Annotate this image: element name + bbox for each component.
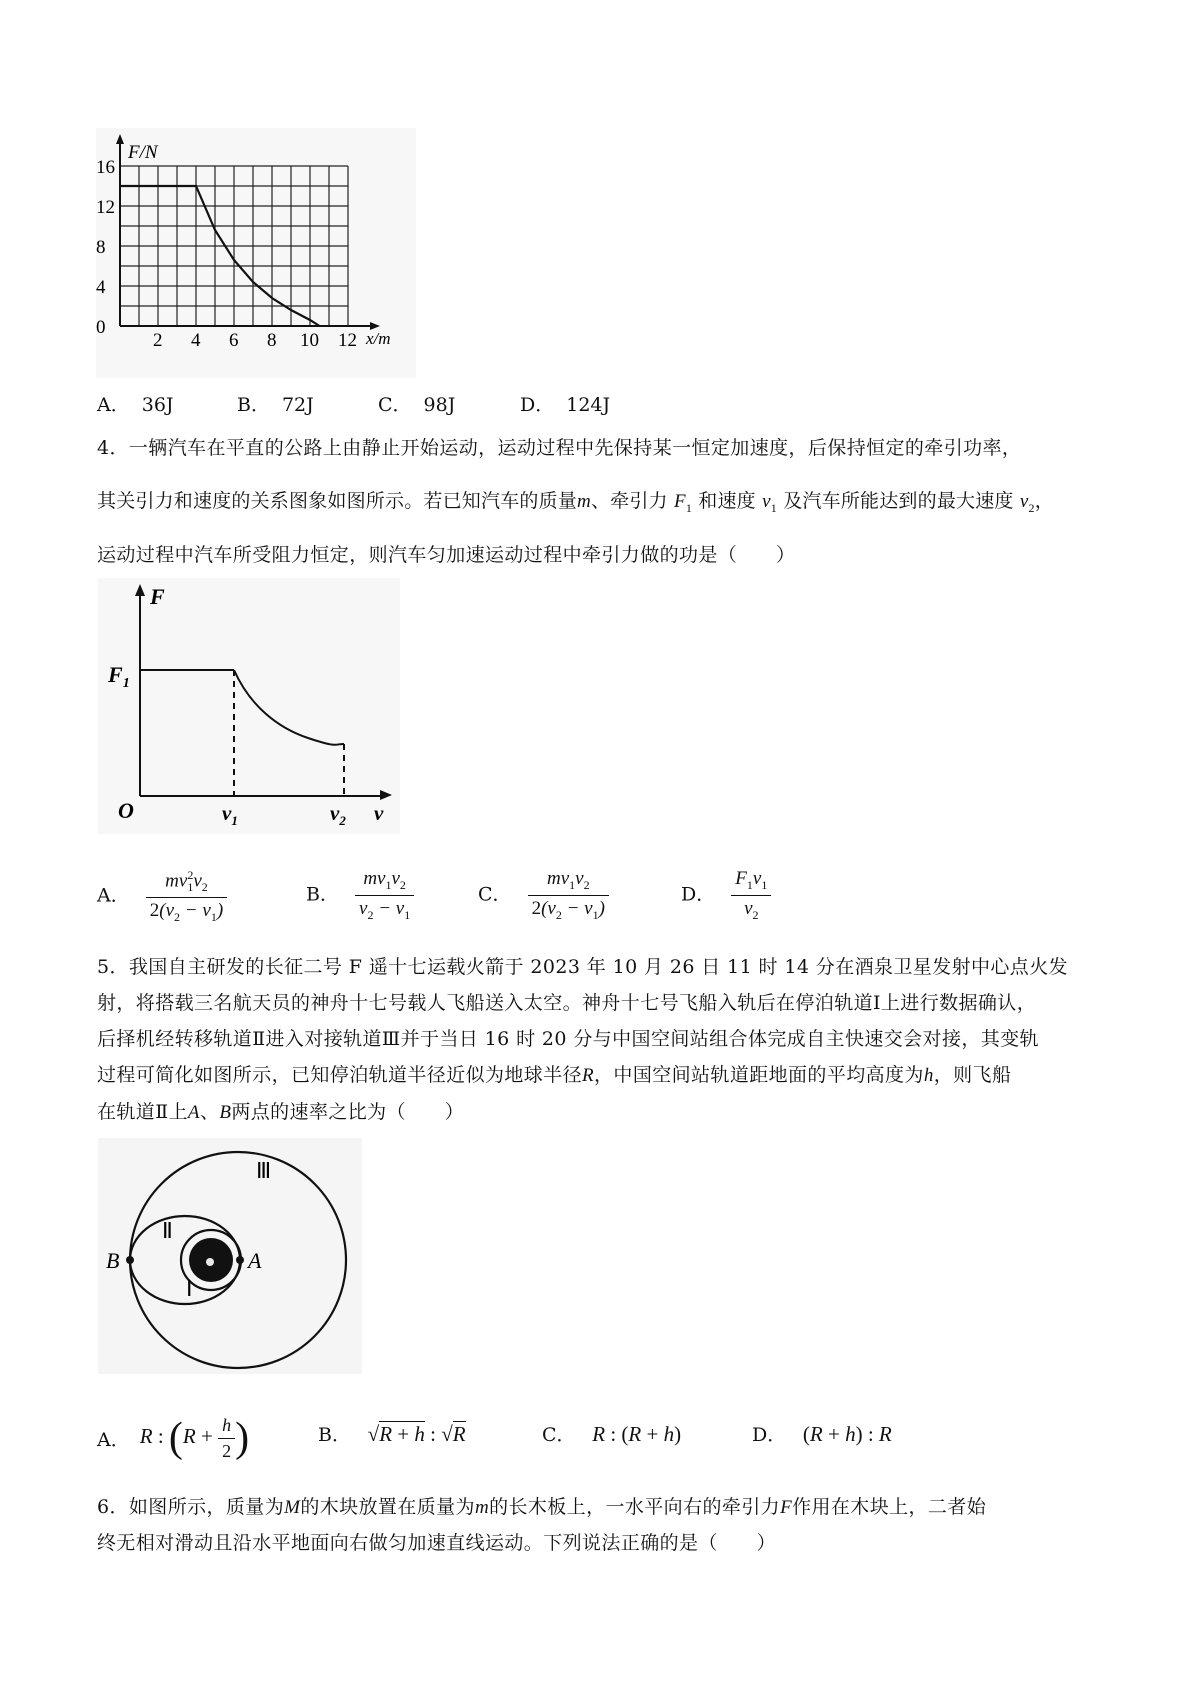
q6-line-1 — [97, 1492, 986, 1519]
q4-origin-label: O — [118, 798, 134, 823]
q3-option-a-value: 36J — [141, 394, 174, 416]
q3-option-d[interactable] — [520, 390, 610, 417]
q5-option-d-formula: (R + h) : R — [802, 1422, 892, 1446]
q6-var-f: F — [780, 1497, 793, 1518]
q3-option-c[interactable] — [378, 390, 455, 417]
q3-y-axis-title: F/N — [128, 142, 158, 163]
q4-var-v1: $v_1$ — [762, 491, 777, 515]
q5-option-c-formula: R : (R + h) — [592, 1422, 682, 1446]
q4-line2-text-d: 及汽车所能达到的最大速度 — [783, 490, 1014, 512]
q4-var-f1: $F_1$ — [674, 491, 693, 515]
q5-line-4 — [97, 1060, 1011, 1087]
q3-option-a[interactable] — [97, 390, 174, 417]
q5-option-a-formula: R : (R + $\frac{h}{2}$ ) — [139, 1414, 250, 1461]
q5-line-1 — [97, 952, 1068, 979]
q6-line1-text-a: 如图所示，质量为 — [128, 1496, 285, 1518]
q6-var-big-m: M — [284, 1497, 301, 1518]
q4-option-b-label: B． — [306, 883, 339, 906]
q5-line4-text-a: 过程可简化如图所示，已知停泊轨道半径近似为地球半径 — [97, 1064, 583, 1086]
q4-y-axis-label: F — [150, 584, 165, 609]
q3-option-c-value: 98J — [423, 394, 456, 416]
q4-var-m: m — [577, 491, 591, 512]
q4-line-1 — [97, 433, 1021, 460]
q6-line-2: 终无相对滑动且沿水平地面向右做匀加速直线运动。下列说法正确的是（ ） — [97, 1532, 777, 1554]
q4-option-c[interactable] — [478, 868, 609, 923]
q5-var-h: h — [923, 1065, 934, 1086]
q3-option-d-label: D． — [520, 394, 555, 416]
q4-option-c-label: C． — [478, 883, 512, 906]
q3-option-d-value: 124J — [566, 394, 611, 416]
q4-option-a-formula: $\frac{mv_1^2v_2}{2(v_2 - v_1)}$ — [146, 868, 227, 925]
q5-option-c[interactable] — [542, 1420, 681, 1447]
q4-option-b[interactable] — [306, 868, 414, 923]
q3-x-tick-label: 6 — [229, 330, 239, 351]
earth-highlight — [206, 1258, 214, 1266]
q5-option-a[interactable] — [97, 1408, 249, 1468]
q3-option-b[interactable] — [237, 390, 314, 417]
q5-orbit-diagram — [98, 1138, 362, 1374]
q4-line2-text-c: 和速度 — [698, 490, 756, 512]
q3-option-b-label: B． — [237, 394, 270, 416]
q4-line2-text-a: 其关引力和速度的关系图象如图所示。若已知汽车的质量 — [97, 490, 578, 512]
q5-var-b: B — [219, 1102, 232, 1123]
q3-option-b-value: 72J — [281, 394, 314, 416]
q5-option-c-label: C． — [542, 1424, 576, 1446]
q5-line-3: 后择机经转移轨道Ⅱ进入对接轨道Ⅲ并于当日 16 时 20 分与中国空间站组合体完成自主快速交会对接，其变轨 — [97, 1028, 1039, 1050]
q4-option-a[interactable] — [97, 868, 227, 925]
q6-number: 6． — [97, 1496, 129, 1518]
q3-x-axis-title: x/m — [366, 329, 391, 348]
q3-y-tick-label: 16 — [96, 157, 115, 178]
q3-x-tick-label: 8 — [267, 330, 277, 351]
point-b-dot — [126, 1256, 134, 1264]
q5-var-r: R — [582, 1065, 595, 1086]
q3-x-tick-label: 10 — [300, 330, 319, 351]
q6-var-m: m — [474, 1497, 490, 1518]
q5-line4-text-b: ，中国空间站轨道距地面的平均高度为 — [594, 1064, 924, 1086]
q5-number: 5． — [97, 956, 129, 978]
q3-y-tick-label: 0 — [96, 317, 106, 338]
q3-option-a-label: A． — [97, 394, 130, 416]
point-a-dot — [236, 1256, 244, 1264]
q4-x-axis-label: v — [374, 801, 384, 825]
q3-x-tick-label: 2 — [153, 330, 163, 351]
q5-option-b[interactable] — [318, 1420, 466, 1447]
q6-line1-text-c: 的长木板上，一水平向右的牵引力 — [489, 1496, 781, 1518]
q3-y-tick-label: 12 — [96, 197, 115, 218]
q5-option-d-label: D． — [752, 1424, 787, 1446]
q4-option-d-label: D． — [681, 883, 716, 906]
q3-force-displacement-graph — [96, 128, 416, 378]
orbit-2-label: Ⅱ — [162, 1218, 173, 1243]
q5-line4-text-c: ，则飞船 — [933, 1064, 1012, 1086]
q5-line5-text-c: 两点的速率之比为（ ） — [231, 1101, 465, 1123]
q5-line1-text: 我国自主研发的长征二号 F 遥十七运载火箭于 2023 年 10 月 26 日 11 时 14 分在酒泉卫星发射中心点火发 — [128, 956, 1069, 978]
q4-line-3: 运动过程中汽车所受阻力恒定，则汽车匀加速运动过程中牵引力做的功是（ ） — [97, 544, 796, 566]
q5-option-a-label: A． — [97, 1428, 130, 1451]
q3-x-tick-label: 4 — [191, 330, 201, 351]
q3-y-tick-label: 4 — [96, 277, 106, 298]
q5-var-a: A — [187, 1102, 200, 1123]
q3-x-tick-label: 12 — [338, 330, 357, 351]
q4-option-d-formula: $\frac{F_1v_1}{v_2}$ — [731, 868, 771, 923]
q5-line5-text-b: 、 — [199, 1101, 220, 1123]
q4-option-a-label: A． — [97, 884, 130, 907]
q4-line2-text-b: 、牵引力 — [590, 490, 668, 512]
q3-y-tick-label: 8 — [96, 237, 106, 258]
q5-option-b-label: B． — [318, 1424, 351, 1446]
point-b-label: B — [106, 1248, 120, 1273]
q4-force-velocity-graph — [98, 578, 400, 834]
q4-option-b-formula: $\frac{mv_1v_2}{v_2 - v_1}$ — [355, 868, 414, 923]
q4-line2-text-e: ， — [1034, 490, 1054, 512]
q4-line1-text: 一辆汽车在平直的公路上由静止开始运动，运动过程中先保持某一恒定加速度，后保持恒定的牵引功率， — [128, 437, 1022, 459]
q4-f1-label: $F_1$ — [108, 662, 130, 691]
q4-option-d[interactable] — [681, 868, 771, 923]
q5-line-5 — [97, 1097, 464, 1124]
q4-v1-label: $v_1$ — [222, 801, 238, 828]
point-a-label: A — [248, 1248, 262, 1273]
q4-option-c-formula: $\frac{mv_1v_2}{2(v_2 - v_1)}$ — [528, 868, 609, 923]
q5-line5-text-a: 在轨道Ⅱ上 — [97, 1101, 188, 1123]
q4-line-2 — [97, 486, 1054, 516]
q5-line-2: 射，将搭载三名航天员的神舟十七号载人飞船送入太空。神舟十七号飞船入轨后在停泊轨道Ⅰ上进行数据确认， — [97, 992, 1037, 1014]
q4-v2-label: $v_2$ — [330, 801, 346, 828]
q4-number: 4． — [97, 437, 129, 459]
q4-var-v2: $v_2$ — [1019, 491, 1035, 515]
orbit-3-label: Ⅲ — [256, 1158, 272, 1183]
q6-line1-text-d: 作用在木块上，二者始 — [792, 1496, 987, 1518]
q6-line1-text-b: 的木块放置在质量为 — [300, 1496, 475, 1518]
q5-option-b-formula: √R + h : √R — [367, 1422, 466, 1446]
orbit-1-label: Ⅰ — [186, 1276, 193, 1301]
q3-option-c-label: C． — [378, 394, 412, 416]
q5-option-d[interactable] — [752, 1420, 892, 1447]
